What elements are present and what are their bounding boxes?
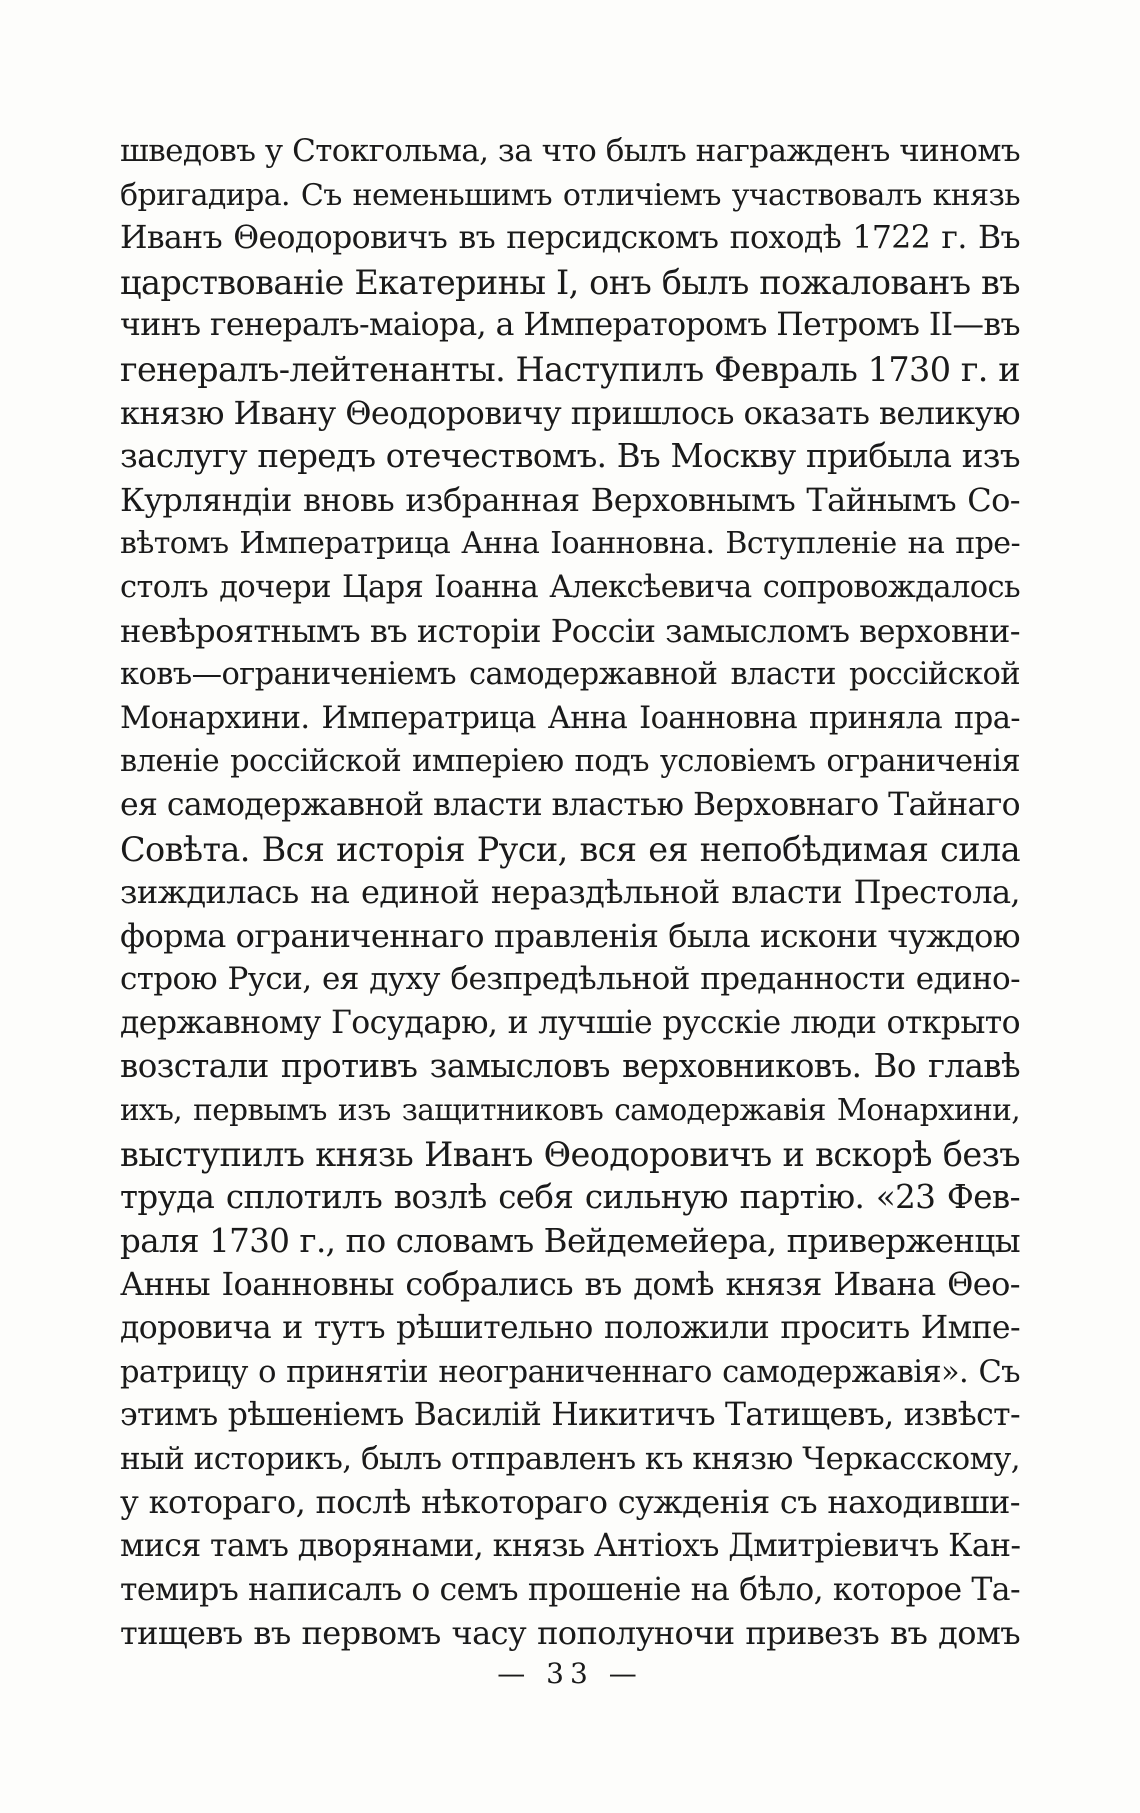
text-line: вѣтомъ Императрица Анна Іоанновна. Вступленіе на пре- (120, 526, 1020, 562)
text-line: вленіе россійской имперіею подъ условіемъ ограниченія (120, 744, 1020, 780)
text-line: шведовъ у Стокгольма, за что былъ награжденъ чиномъ (120, 133, 1020, 169)
text-line: этимъ рѣшеніемъ Василій Никитичъ Татищевъ, извѣст- (120, 1397, 1020, 1434)
text-line: строю Руси, ея духу безпредѣльной преданности едино- (120, 961, 1020, 998)
text-line: форма ограниченнаго правленія была искони чуждою (120, 916, 1020, 955)
text-line: Совѣта. Вся исторія Руси, вся ея непобѣдимая сила (120, 829, 1020, 869)
text-line: труда сплотилъ возлѣ себя сильную партію. «23 Фев- (120, 1178, 1020, 1217)
text-line: ихъ, первымъ изъ защитниковъ самодержавія Монархини, (120, 1093, 1020, 1128)
text-line: раля 1730 г., по словамъ Вейдемейера, приверженцы (120, 1221, 1020, 1260)
text-line: Анны Іоанновны собрались въ домѣ князя Ивана Θео- (120, 1265, 1020, 1304)
text-line: мися тамъ дворянами, князь Антіохъ Дмитріевичъ Кан- (120, 1528, 1021, 1564)
text-line: державному Государю, и лучшіе русскіе люди открыто (120, 1004, 1020, 1041)
text-line: генералъ-лейтенанты. Наступилъ Февраль 1730 г. и (120, 349, 1020, 389)
text-line: чинъ генералъ-маіора, а Императоромъ Петромъ II—въ (120, 307, 1020, 344)
text-line: ный историкъ, былъ отправленъ къ князю Черкасскому, (120, 1440, 1020, 1477)
text-line: тищевъ въ первомъ часу пополуночи привезъ въ домъ (120, 1614, 1020, 1653)
text-line: невѣроятнымъ въ исторіи Россіи замысломъ верховни- (120, 611, 1020, 650)
text-line: у котораго, послѣ нѣкотораго сужденія съ находивши- (120, 1483, 1020, 1522)
text-line: столъ дочери Царя Іоанна Алексѣевича сопровождалось (120, 569, 1020, 605)
text-line: возстали противъ замысловъ верховниковъ. Во главѣ (120, 1047, 1020, 1086)
text-line: выступилъ князь Иванъ Θеодоровичъ и вскорѣ безъ (120, 1134, 1020, 1174)
text-line: Курляндіи вновь избранная Верховнымъ Тайнымъ Со- (120, 480, 1020, 519)
text-line: бригадира. Съ неменьшимъ отличіемъ участвовалъ князь (120, 177, 1020, 213)
text-line: зиждилась на единой нераздѣльной власти Престола, (120, 873, 1020, 912)
body-text (120, 130, 1020, 1656)
text-line: Иванъ Θеодоровичъ въ персидскомъ походѣ 1722 г. Въ (120, 220, 1020, 257)
text-line: темиръ написалъ о семъ прошеніе на бѣло, которое Та- (120, 1571, 1020, 1608)
text-line: князю Ивану Θеодоровичу пришлось оказать великую (120, 393, 1020, 432)
text-line: ковъ—ограниченіемъ самодержавной власти россійской (120, 657, 1020, 693)
text-line: Монархини. Императрица Анна Іоанновна приняла пра- (120, 700, 1020, 736)
text-line: ратрицу о принятіи неограниченнаго самодержавія». Съ (120, 1354, 1020, 1390)
text-line: царствованіе Екатерины I, онъ былъ пожалованъ въ (120, 262, 1020, 302)
text-line: ея самодержавной власти властью Верховнаго Тайнаго (120, 786, 1020, 823)
page-number: — 33 — (497, 1657, 643, 1690)
text-line: заслугу передъ отечествомъ. Въ Москву прибыла изъ (120, 437, 1020, 476)
text-line: доровича и тутъ рѣшительно положили просить Импе- (120, 1310, 1020, 1347)
